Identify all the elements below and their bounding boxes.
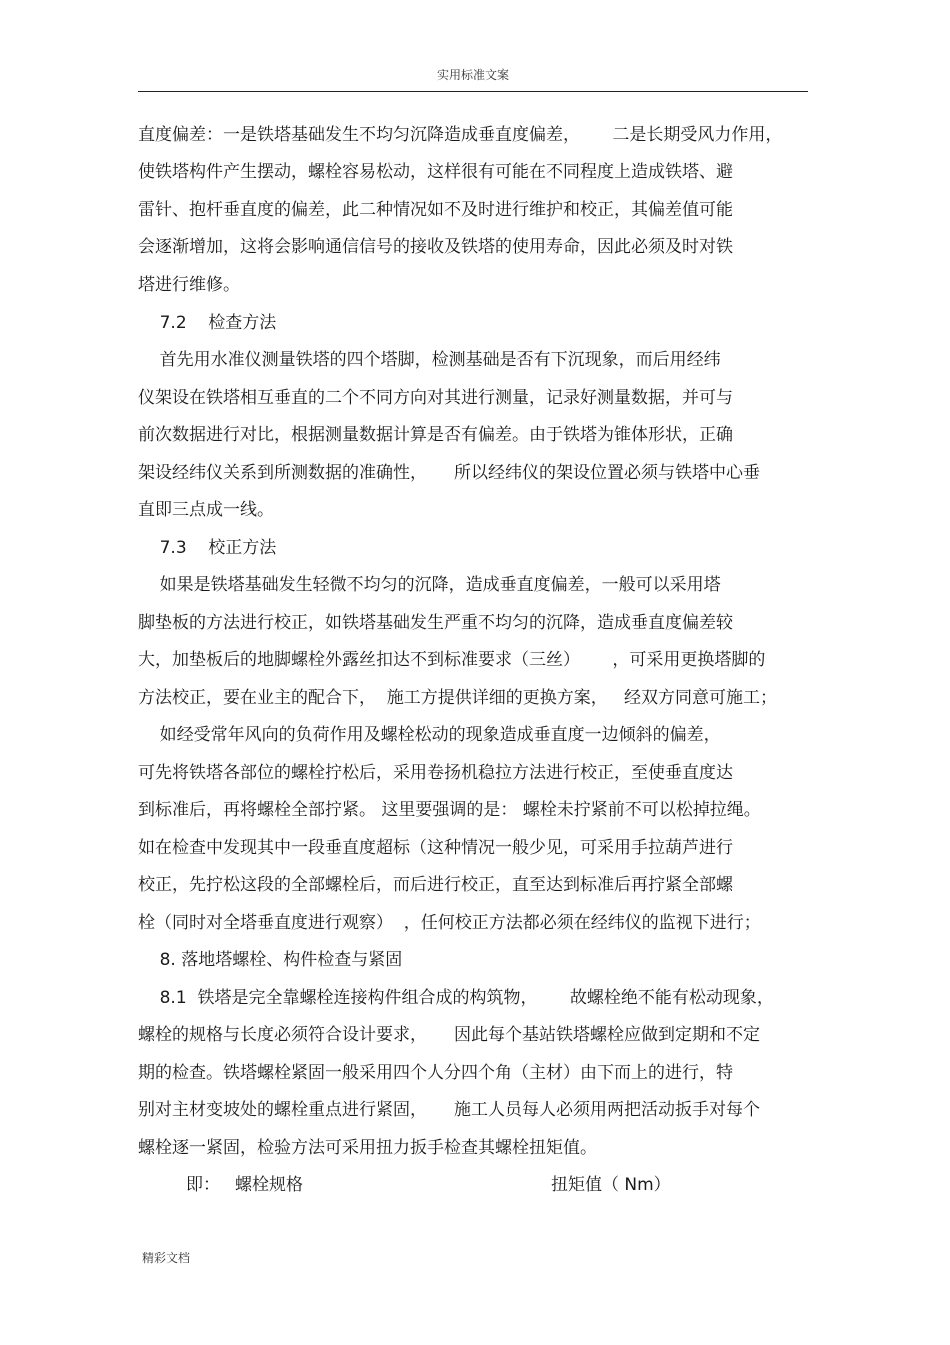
text-line: 脚垫板的方法进行校正，如铁塔基础发生严重不均匀的沉降，造成垂直度偏差较: [138, 613, 733, 633]
text-line: 螺栓逐一紧固，检验方法可采用扭力扳手检查其螺栓扭矩值。: [138, 1138, 597, 1158]
text-line: 直即三点成一线。: [138, 500, 274, 520]
text-line: 校正，先拧松这段的全部螺栓后，而后进行校正，直至达到标准后再拧紧全部螺: [138, 875, 733, 895]
text-line: 仪架设在铁塔相互垂直的二个不同方向对其进行测量，记录好测量数据，并可与: [138, 388, 733, 408]
text-line: 雷针、抱杆垂直度的偏差，此二种情况如不及时进行维护和校正，其偏差值可能: [138, 200, 733, 220]
text-line: 首先用水准仪测量铁塔的四个塔脚，检测基础是否有下沉现象，而后用经纬: [138, 350, 721, 370]
page-footer: 精彩文档: [142, 1251, 191, 1265]
text-line: 期的检查。铁塔螺栓紧固一般采用四个人分四个角（主材）由下而上的进行，特: [138, 1063, 733, 1083]
text-line: 可先将铁塔各部位的螺栓拧松后，采用卷扬机稳拉方法进行校正，至使垂直度达: [138, 763, 733, 783]
text-line: 使铁塔构件产生摆动，螺栓容易松动，这样很有可能在不同程度上造成铁塔、避: [138, 162, 733, 182]
text-line: 8.1 铁塔是完全靠螺栓连接构件组合成的构筑物， 故螺栓绝不能有松动现象，: [138, 988, 774, 1008]
text-line: 螺栓的规格与长度必须符合设计要求， 因此每个基站铁塔螺栓应做到定期和不定: [138, 1025, 761, 1045]
section-heading: 7.3 校正方法: [138, 538, 277, 558]
text-line: 栓（同时对全塔垂直度进行观察） ，任何校正方法都必须在经纬仪的监视下进行；: [138, 913, 761, 933]
table-prefix: 即：: [186, 1175, 220, 1195]
table-col-bolt-spec: 螺栓规格: [235, 1175, 303, 1195]
section-heading: 8. 落地塔螺栓、构件检查与紧固: [138, 950, 403, 970]
text-line: 如果是铁塔基础发生轻微不均匀的沉降，造成垂直度偏差，一般可以采用塔: [138, 575, 721, 595]
header-rule: [138, 91, 808, 92]
text-line: 前次数据进行对比，根据测量数据计算是否有偏差。由于铁塔为锥体形状，正确: [138, 425, 733, 445]
page-header: 实用标准文案: [436, 68, 509, 82]
text-line: 大，加垫板后的地脚螺栓外露丝扣达不到标准要求（三丝） ，可采用更换塔脚的: [138, 650, 766, 670]
text-line: 会逐渐增加，这将会影响通信信号的接收及铁塔的使用寿命，因此必须及时对铁: [138, 237, 733, 257]
text-line: 直度偏差：一是铁塔基础发生不均匀沉降造成垂直度偏差， 二是长期受风力作用，: [138, 125, 783, 145]
text-line: 架设经纬仪关系到所测数据的准确性， 所以经纬仪的架设位置必须与铁塔中心垂: [138, 463, 761, 483]
section-heading: 7.2 检查方法: [138, 313, 277, 333]
text-line: 如经受常年风向的负荷作用及螺栓松动的现象造成垂直度一边倾斜的偏差，: [138, 725, 721, 745]
text-line: 方法校正，要在业主的配合下， 施工方提供详细的更换方案， 经双方同意可施工；: [138, 688, 778, 708]
text-line: 到标准后，再将螺栓全部拧紧。 这里要强调的是： 螺栓未拧紧前不可以松掉拉绳。: [138, 800, 761, 820]
table-col-torque: 扭矩值（ Nm）: [551, 1175, 671, 1195]
text-line: 如在检查中发现其中一段垂直度超标（这种情况一般少见，可采用手拉葫芦进行: [138, 838, 733, 858]
text-line: 别对主材变坡处的螺栓重点进行紧固， 施工人员每人必须用两把活动扳手对每个: [138, 1100, 761, 1120]
text-line: 塔进行维修。: [138, 275, 240, 295]
